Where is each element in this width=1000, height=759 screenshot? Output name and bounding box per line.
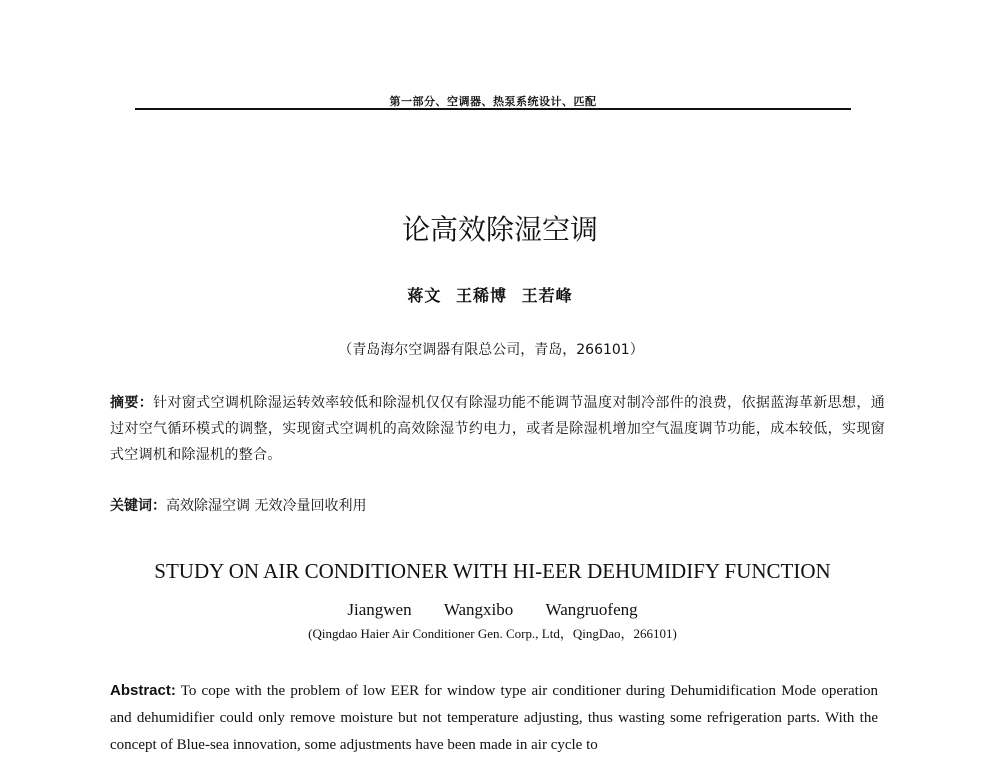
english-author: Wangxibo — [443, 600, 514, 619]
chinese-author: 蒋文 — [407, 286, 442, 305]
running-header-title: 第一部分、空调器、热泵系统设计、匹配 — [389, 95, 597, 108]
chinese-keywords — [110, 494, 885, 518]
chinese-affiliation: （青岛海尔空调器有限总公司，青岛，266101） — [338, 342, 644, 358]
english-authors — [0, 599, 985, 621]
running-header — [135, 90, 851, 110]
chinese-keywords-text: 高效除湿空调 无效冷量回收利用 — [166, 498, 367, 514]
english-title: STUDY ON AIR CONDITIONER WITH HI-EER DEHUMIDIFY FUNCTION — [154, 559, 831, 583]
chinese-author: 王若峰 — [521, 286, 573, 305]
chinese-author: 王稀博 — [455, 286, 507, 305]
english-author: Wangruofeng — [545, 600, 638, 619]
chinese-keywords-label: 关键词： — [110, 498, 166, 514]
english-abstract-text: To cope with the problem of low EER for window type air conditioner during Dehumidification Mode operation and dehumidifier could only remove moisture but not temperature adjusting, thus wasting some refrigeration parts. With the concept of Blue-sea innovation, some adjustments have been made in air cycle to — [110, 683, 878, 753]
english-author: Jiangwen — [347, 600, 412, 619]
chinese-authors — [0, 285, 980, 307]
english-affiliation: (Qingdao Haier Air Conditioner Gen. Corp., Ltd，QingDao，266101) — [308, 626, 677, 641]
english-abstract — [110, 677, 878, 759]
chinese-title: 论高效除湿空调 — [401, 213, 598, 246]
chinese-abstract-label: 摘要： — [110, 395, 154, 411]
english-abstract-label: Abstract: — [110, 682, 176, 699]
chinese-abstract — [110, 390, 885, 468]
chinese-abstract-text: 针对窗式空调机除湿运转效率较低和除湿机仅仅有除湿功能不能调节温度对制冷部件的浪费，依据蓝海革新思想，通过对空气循环模式的调整，实现窗式空调机的高效除湿节约电力，或者是除湿机增加空气温度调节功能，成本较低，实现窗式空调机和除湿机的整合。 — [110, 395, 885, 463]
